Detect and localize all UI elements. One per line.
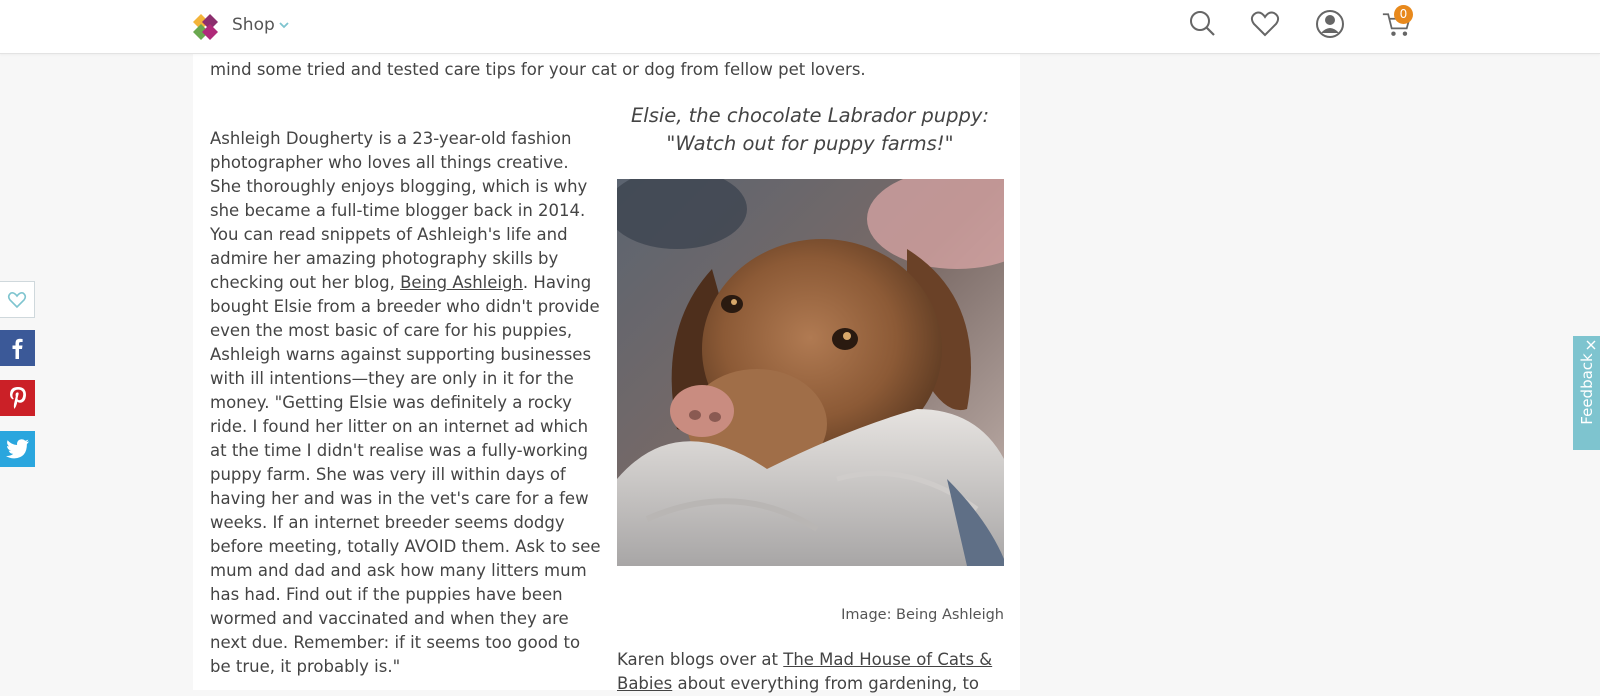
labrador-puppy-photo: [617, 179, 1004, 566]
chevron-down-icon: [278, 19, 290, 31]
search-icon[interactable]: [1187, 9, 1217, 39]
image-credit: Image: Being Ashleigh: [841, 607, 1004, 623]
profile-paragraph: [210, 127, 602, 679]
blog-text-start: Karen blogs over at: [617, 650, 784, 669]
shop-label: Shop: [232, 15, 275, 35]
feedback-tab[interactable]: [1573, 336, 1600, 450]
shop-menu[interactable]: [232, 15, 290, 35]
quote-line-1: Elsie, the chocolate Labrador puppy:: [630, 104, 990, 127]
favourite-icon: [7, 290, 27, 310]
profile-text-end: . Having bought Elsie from a breeder who didn't provide even the most basic of care for his puppies, Ashleigh warns against supporting businesses with ill intentions—they are only in it for the money. "Getting Elsie was definitely a rocky ride. I found her litter on an internet ad which at the time I didn't realise was a fully-working puppy farm. She was very ill within days of having her and was in the vet's care for a few weeks. If an internet breeder seems dodgy before meeting, totally AVOID them. Ask to see mum and dad and ask how many litters mum has had. Find out if the puppies have been wormed and vaccinated and when they are next due. Remember: if it seems too good to be true, it probably is.": [210, 273, 601, 676]
cart-count-badge: 0: [1394, 5, 1413, 24]
facebook-icon: [8, 337, 28, 359]
account-icon[interactable]: [1315, 9, 1345, 39]
brand-logo[interactable]: [193, 12, 223, 40]
facebook-share-button[interactable]: [0, 330, 35, 366]
karen-blog-paragraph: [617, 648, 1004, 696]
profile-text-start: Ashleigh Dougherty is a 23-year-old fashion photographer who loves all things creative. She thoroughly enjoys blogging, which is why she became a full-time blogger back in 2014. You can read snippets of Ashleigh's life and admire her amazing photography skills by checking out her blog,: [210, 129, 588, 292]
quote-line-2: "Watch out for puppy farms!": [666, 132, 954, 155]
pinterest-share-button[interactable]: [0, 380, 35, 416]
twitter-share-button[interactable]: [0, 431, 35, 467]
photo-quote-caption: [616, 102, 1004, 158]
pinterest-icon: [8, 386, 28, 410]
intro-paragraph: mind some tried and tested care tips for your cat or dog from fellow pet lovers.: [210, 60, 866, 79]
mad-house-link[interactable]: The Mad House of Cats & Babies: [617, 650, 993, 693]
feedback-label: Feedback: [1578, 353, 1596, 425]
heart-icon[interactable]: [1250, 9, 1280, 39]
blog-text-end: about everything from gardening, to: [672, 674, 980, 693]
favourite-share-button[interactable]: [0, 281, 35, 318]
twitter-icon: [6, 439, 30, 459]
site-header: [0, 0, 1600, 54]
being-ashleigh-link[interactable]: Being Ashleigh: [400, 273, 523, 292]
